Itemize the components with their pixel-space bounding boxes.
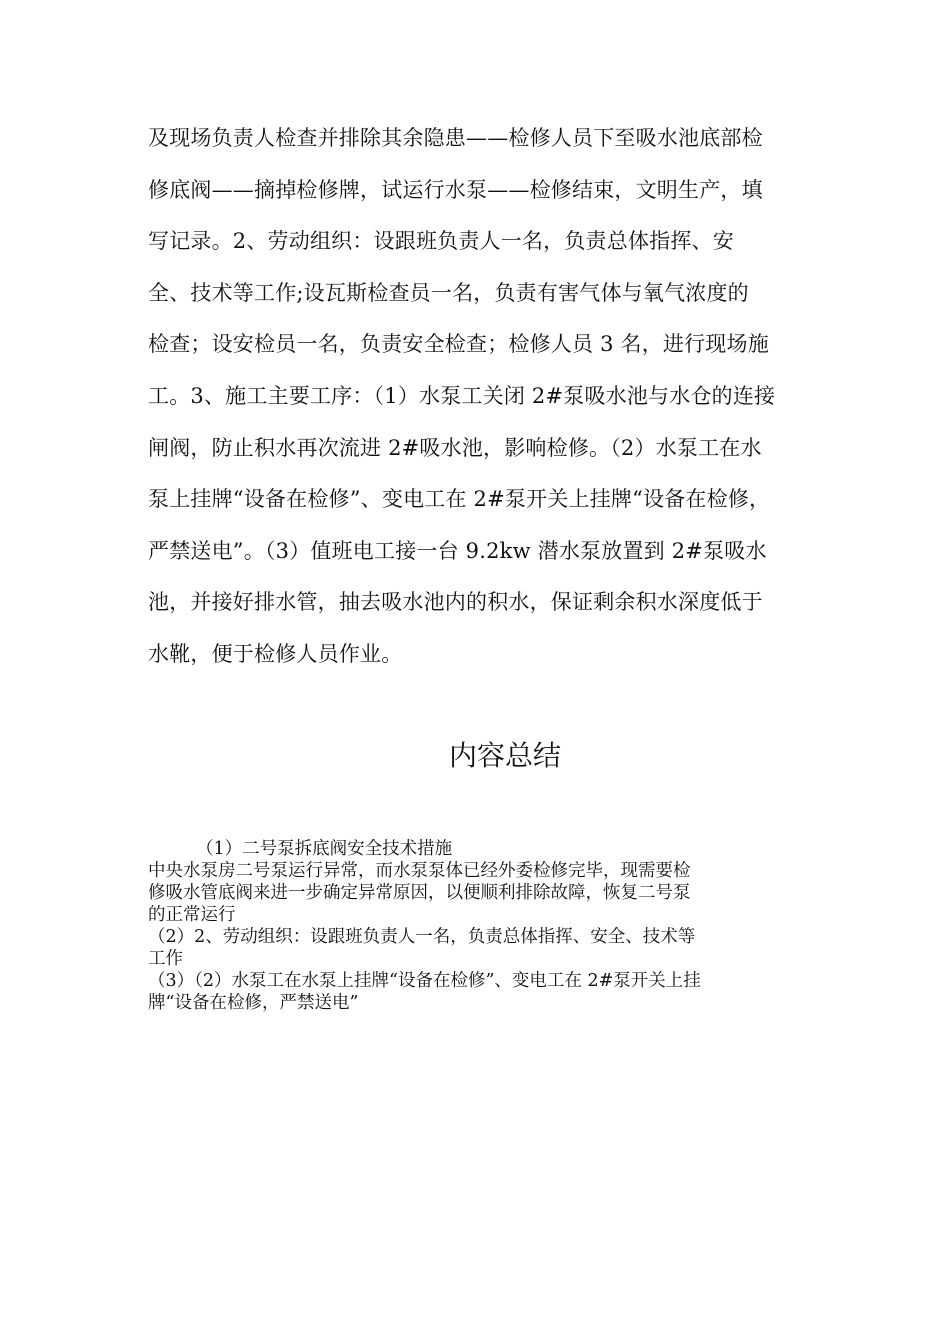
summary-line: （2）2、劳动组织：设跟班负责人一名，负责总体指挥、安全、技术等 [148, 927, 696, 947]
body-text [148, 118, 808, 686]
body-line: 池，并接好排水管，抽去吸水池内的积水，保证剩余积水深度低于 [148, 590, 763, 615]
body-line: 工。3、施工主要工序：（1）水泵工关闭 2#泵吸水池与水仓的连接 [148, 383, 776, 408]
summary-line: 的正常运行 [148, 905, 236, 925]
body-line: 水靴，便于检修人员作业。 [148, 641, 403, 666]
body-line: 严禁送电”。（3）值班电工接一台 9.2kw 潜水泵放置到 2#泵吸水 [148, 538, 767, 563]
body-line: 修底阀——摘掉检修牌，试运行水泵——检修结束，文明生产，填 [148, 177, 763, 202]
summary-line: 牌“设备在检修，严禁送电” [148, 993, 359, 1013]
body-line: 泵上挂牌“设备在检修”、变电工在 2#泵开关上挂牌“设备在检修， [148, 487, 771, 512]
summary-line: 中央水泵房二号泵运行异常，而水泵泵体已经外委检修完毕，现需要检 [148, 861, 691, 881]
body-line: 检查；设安检员一名，负责安全检查；检修人员 3 名，进行现场施 [148, 332, 769, 357]
summary-line: （3）（2）水泵工在水泵上挂牌“设备在检修”、变电工在 2#泵开关上挂 [148, 971, 701, 991]
summary-line: 修吸水管底阀来进一步确定异常原因，以便顺利排除故障，恢复二号泵 [148, 883, 691, 903]
summary-line: （1）二号泵拆底阀安全技术措施 [196, 839, 453, 859]
body-line: 闸阀，防止积水再次流进 2#吸水池，影响检修。（2）水泵工在水 [148, 435, 762, 460]
body-line: 全、技术等工作;设瓦斯检查员一名，负责有害气体与氧气浓度的 [148, 280, 749, 305]
body-line: 写记录。2、劳动组织：设跟班负责人一名，负责总体指挥、安 [148, 229, 734, 254]
summary-line: 工作 [148, 949, 183, 969]
body-line: 及现场负责人检查并排除其余隐患——检修人员下至吸水池底部检 [148, 126, 763, 150]
summary-section [148, 838, 808, 1014]
summary-heading: 内容总结 [448, 739, 561, 772]
